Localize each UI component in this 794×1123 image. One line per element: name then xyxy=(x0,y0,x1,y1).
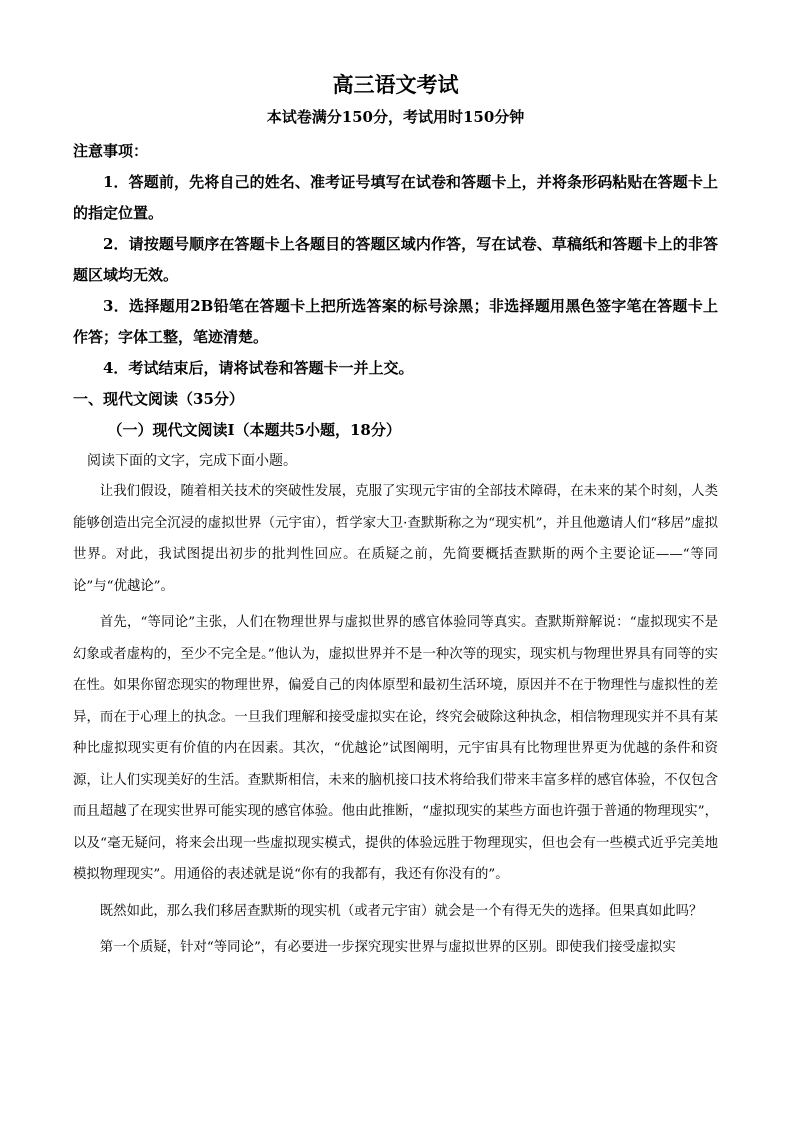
exam-subtitle: 本试卷满分150分，考试用时150分钟 xyxy=(266,108,525,126)
exam-title: 高三语文考试 xyxy=(332,72,459,97)
notice-item-1: 1．答题前，先将自己的姓名、准考证号填写在试卷和答题卡上，并将条形码粘贴在答题卡上的指定位置。 xyxy=(73,173,718,222)
notice-heading: 注意事项： xyxy=(73,142,149,160)
passage-paragraph-4: 第一个质疑，针对“等同论”，有必要进一步探究现实世界与虚拟世界的区别。即使我们接受虚拟实 xyxy=(99,940,676,955)
passage-paragraph-1: 让我们假设，随着相关技术的突破性发展，克服了实现元宇宙的全部技术障碍，在未来的某个时刻，人类能够创造出完全沉浸的虚拟世界（元宇宙），哲学家大卫·查默斯称之为“现实机”，并且他邀请人们“移居”虚拟世界。对此，我试图提出初步的批判性回应。在质疑之前，先简要概括查默斯的两个主要论证——“等同论”与“优越论”。 xyxy=(73,484,718,594)
notice-item-4: 4．考试结束后，请将试卷和答题卡一并上交。 xyxy=(103,359,414,377)
passage-paragraph-2: 首先，“等同论”主张，人们在物理世界与虚拟世界的感官体验同等真实。查默斯辩解说：“虚拟现实不是幻象或者虚构的，至少不完全是。”他认为，虚拟世界并不是一种次等的现实，现实机与物理世界具有同等的实在性。如果你留恋现实的物理世界，偏爱自己的肉体原型和最初生活环境，原因并不在于物理性与虚拟性的差异，而在于心理上的执念。一旦我们理解和接受虚拟实在论，终究会破除这种执念，相信物理现实并不具有某种比虚拟现实更有价值的内在因素。其次，“优越论”试图阐明，元宇宙具有比物理世界更为优越的条件和资源，让人们实现美好的生活。查默斯相信，未来的脑机接口技术将给我们带来丰富多样的感官体验，不仅包含而且超越了在现实世界可能实现的感官体验。他由此推断，“虚拟现实的某些方面也许强于普通的物理现实”，以及“毫无疑问，将来会出现一些虚拟现实模式，提供的体验远胜于物理现实，但也会有一些模式近乎完美地模拟物理现实”。用通俗的表述就是说“你有的我都有，我还有你没有的”。 xyxy=(73,615,718,882)
notice-item-2: 2．请按题号顺序在答题卡上各题目的答题区域内作答，写在试卷、草稿纸和答题卡上的非答题区域均无效。 xyxy=(73,235,718,284)
subsection-heading: （一）现代文阅读Ⅰ（本题共5小题，18分） xyxy=(107,421,401,439)
notice-item-3: 3．选择题用2B铅笔在答题卡上把所选答案的标号涂黑；非选择题用黑色签字笔在答题卡上作答；字体工整，笔迹清楚。 xyxy=(73,297,718,346)
section-heading: 一、现代文阅读（35分） xyxy=(73,390,244,408)
exam-page xyxy=(73,70,718,964)
passage-paragraph-3: 既然如此，那么我们移居查默斯的现实机（或者元宇宙）就会是一个有得无失的选择。但果真如此吗？ xyxy=(99,903,703,919)
reading-instruction: 阅读下面的文字，完成下面小题。 xyxy=(87,453,297,469)
